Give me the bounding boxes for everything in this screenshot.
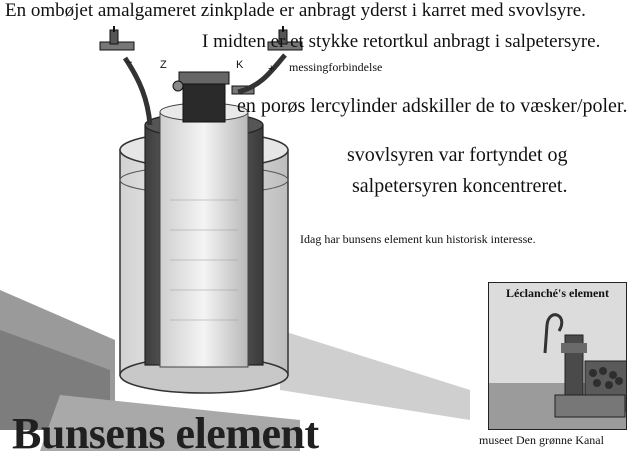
page-title: Bunsens element: [12, 409, 319, 458]
description-line-nitric: salpetersyren koncentreret.: [352, 175, 568, 197]
leclanche-label: Léclanché's element: [506, 286, 609, 300]
terminal-negative: [100, 26, 134, 50]
porous-cylinder: [160, 103, 248, 367]
leclanche-photo-drawing: [489, 283, 626, 429]
terminal-label-plus: +: [268, 63, 275, 75]
photo-caption: museet Den grønne Kanal: [479, 433, 604, 447]
description-line-porous: en porøs lercylinder adskiller de to væsker/poler.: [237, 95, 628, 117]
terminal-label-z: Z: [160, 59, 167, 71]
description-line-sulfuric: svovlsyren var fortyndet og: [347, 144, 568, 166]
leclanche-photo: [488, 282, 627, 430]
terminal-label-k: K: [236, 59, 244, 71]
note-historical-interest: Idag har bunsens element kun historisk interesse.: [300, 232, 536, 246]
description-line-zinc: En ombøjet amalgameret zinkplade er anbragt yderst i karret med svovlsyre.: [5, 0, 586, 21]
terminal-label-minus: –: [126, 56, 133, 68]
description-line-carbon: I midten er et stykke retortkul anbragt i salpetersyre.: [202, 31, 601, 52]
label-brass-connection: messingforbindelse: [289, 60, 383, 74]
